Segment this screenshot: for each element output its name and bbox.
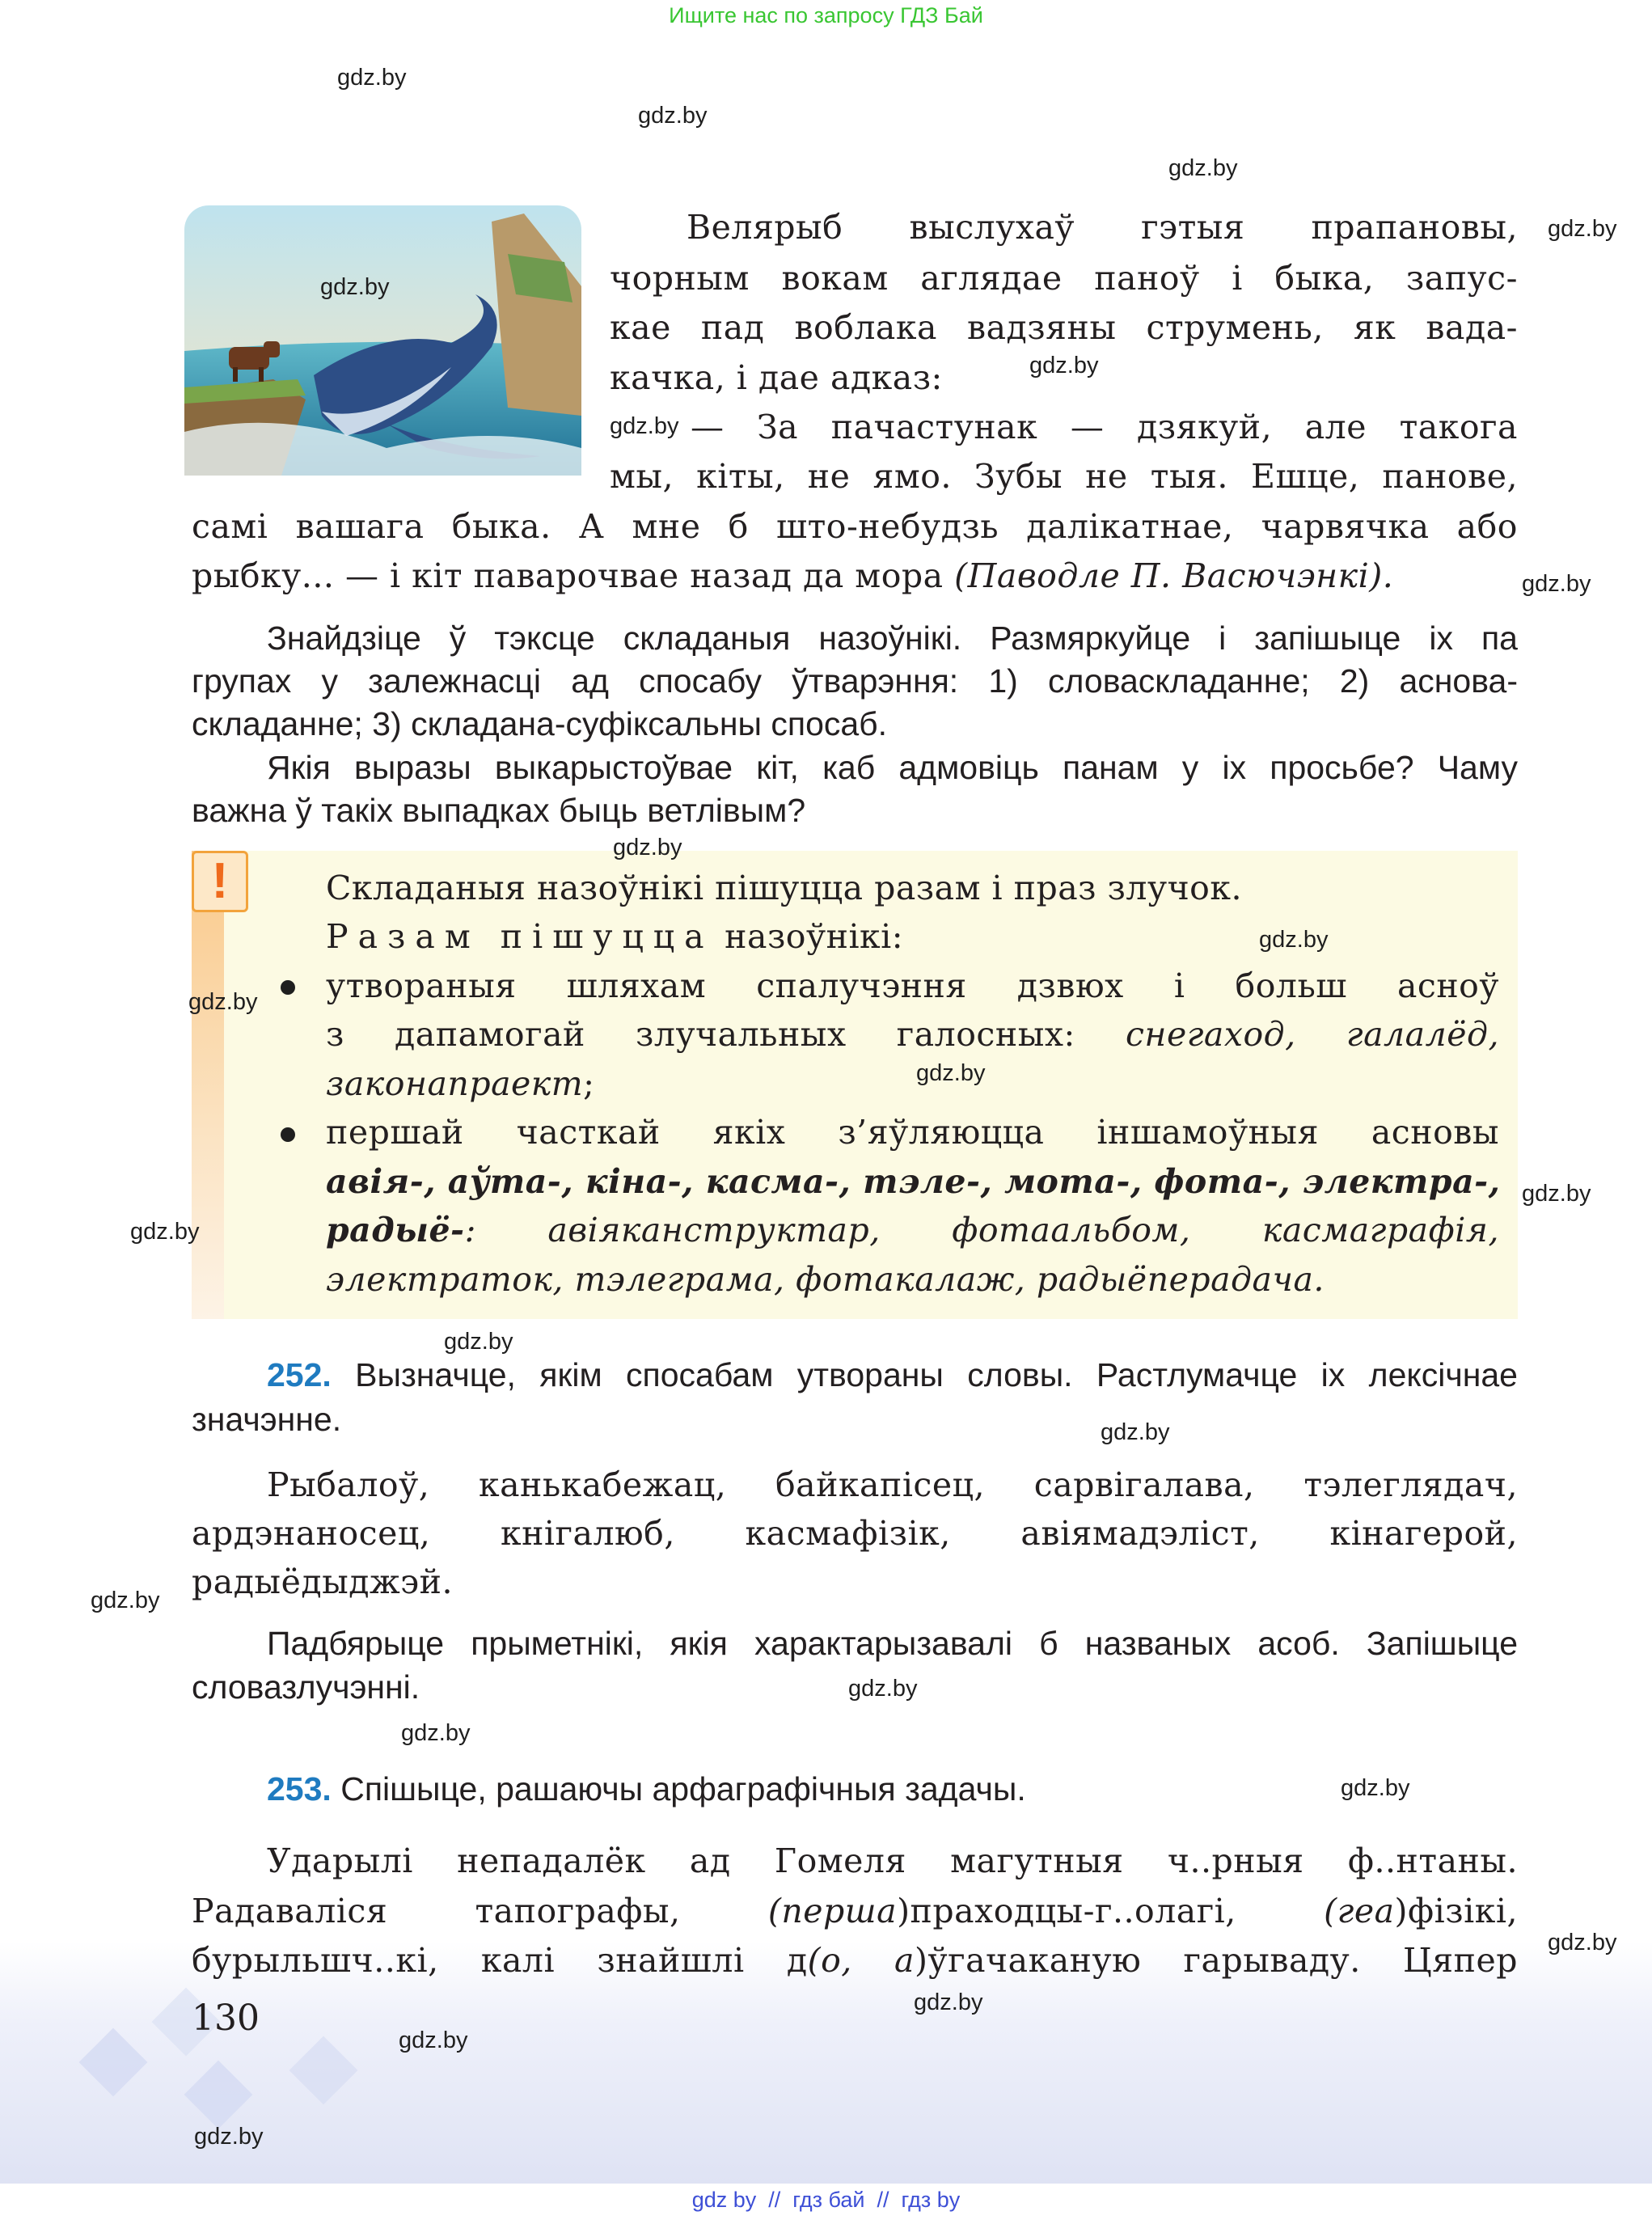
exercise-252-line [267, 1354, 1518, 1397]
watermark: gdz.by [1522, 571, 1591, 597]
watermark: gdz.by [401, 1720, 471, 1746]
rule-prefix: радыё- [326, 1211, 465, 1249]
t: Радаваліся тапографы, [192, 1892, 681, 1930]
exercise-253-text [192, 1887, 1518, 1936]
story-line: качка, і дае адказ: [610, 358, 943, 397]
watermark: gdz.by [320, 274, 390, 300]
t: (о, а [807, 1941, 915, 1980]
story-line [192, 552, 1518, 601]
watermark: gdz.by [194, 2124, 264, 2150]
rule-example: законапраект [326, 1064, 584, 1103]
story-source: (Паводле П. Васючэнкі). [954, 556, 1394, 595]
exercise-253-text: Ударылі непадалёк ад Гомеля магутныя ч..рныя ф..нтаны. [267, 1841, 1518, 1880]
rule-bullet-2-line [326, 1206, 1499, 1255]
watermark: gdz.by [130, 1219, 200, 1245]
story-line: самі вашага быка. А мне б што-небудзь далікатнае, чарвячка або [192, 507, 1518, 546]
rule-text: з дапамогай злучальных галосных: [326, 1015, 1075, 1054]
watermark: gdz.by [613, 835, 682, 860]
rule-bullet-2-line: электраток, тэлеграма, фотакалаж, радыёперадача. [326, 1260, 1325, 1299]
watermark: gdz.by [337, 65, 407, 91]
bullet-icon [281, 980, 295, 995]
rule-subtitle [326, 912, 1377, 962]
rule-bullet-1-line: утвораныя шляхам спалучэння дзвюх і больш асноў [326, 966, 1499, 1005]
rule-bullet-2-line: авія-, аўта-, кіна-, касма-, тэле-, мота-, фота-, электра-, [326, 1162, 1501, 1201]
exercise-number: 252. [267, 1356, 332, 1393]
rule-example: снегаход, галалёд, [1125, 1015, 1499, 1054]
task-line: Якія выразы выкарыстоўвае кіт, каб адмовіць панам у іх просьбе? Чаму [267, 749, 1518, 786]
exercise-253-text [192, 1936, 1518, 1985]
exercise-text: Спішыце, рашаючы арфаграфічныя задачы. [340, 1770, 1026, 1808]
watermark: gdz.by [188, 989, 258, 1015]
t: )фізікі, [1394, 1892, 1518, 1930]
footer-links[interactable]: gdz by // гдз бай // гдз by [691, 2188, 961, 2212]
exercise-252-task: словазлучэнні. [192, 1668, 420, 1706]
watermark: gdz.by [1548, 1930, 1617, 1956]
watermark: gdz.by [1522, 1181, 1591, 1207]
exercise-number: 253. [267, 1770, 332, 1808]
watermark: gdz.by [1029, 353, 1099, 378]
rule-subtitle-rest: назоўнікі: [725, 917, 904, 956]
task-line: складанне; 3) складана-суфіксальны спосаб. [192, 705, 888, 742]
t: бурыльшч..кі, калі знайшлі д [192, 1941, 808, 1980]
rule-bullet-1-line [326, 1059, 1499, 1109]
exclamation-icon: ! [192, 851, 248, 912]
top-banner-link[interactable]: Ищите нас по запросу ГДЗ Бай [669, 3, 983, 27]
watermark: gdz.by [444, 1329, 513, 1355]
whale-illustration [184, 205, 581, 476]
story-line: — За пачастунак — дзякуй, але такога [691, 408, 1518, 446]
story-line: мы, кіты, не ямо. Зубы не тыя. Ешце, панове, [610, 457, 1518, 496]
story-line: Велярыб выслухаў гэтыя прапановы, [687, 208, 1518, 247]
exercise-252-task: Падбярыце прыметнікі, якія характарызавалі б названых асоб. Запішыце [267, 1625, 1518, 1662]
exercise-252-words: ардэнаносец, кнігалюб, касмафізік, авіямадэліст, кінагерой, [192, 1514, 1518, 1553]
rule-title: Складаныя назоўнікі пішуцца разам і праз злучок. [326, 869, 1243, 907]
rule-bullet-1-line [326, 1010, 1499, 1059]
t: (перша [767, 1892, 898, 1930]
watermark: gdz.by [1101, 1419, 1170, 1445]
watermark: gdz.by [1259, 927, 1329, 953]
story-text: рыбку... — і кіт паварочвае назад да мора [192, 556, 944, 595]
t: (геа [1324, 1892, 1395, 1930]
task-line: важна ў такіх выпадках быць ветлівым? [192, 792, 806, 829]
t: )праходцы-г..олагі, [897, 1892, 1236, 1930]
rule-bullet-2-line: першай часткай якіх з’яўляюцца іншамоўныя асновы [326, 1113, 1499, 1152]
exercise-252-words: радыёдыджэй. [192, 1562, 453, 1601]
exercise-text: Вызначце, якім спосабам утвораны словы. Растлумачце іх лексічнае [355, 1356, 1518, 1393]
watermark: gdz.by [914, 1989, 983, 2015]
rule-subtitle-spaced: Разам пішуцца [326, 917, 714, 956]
watermark: gdz.by [1341, 1775, 1410, 1801]
story-line: кае пад воблака вадзяны струмень, як вада- [610, 308, 1518, 347]
task-line: Знайдзіце ў тэксце складаныя назоўнікі. Размяркуйце і запішыце іх па [267, 619, 1518, 657]
watermark: gdz.by [848, 1676, 918, 1702]
t: )ўгачаканую гарываду. Цяпер [915, 1941, 1518, 1980]
watermark: gdz.by [91, 1588, 160, 1613]
story-line: чорным вокам аглядае паноў і быка, запус- [610, 259, 1518, 298]
exercise-252-words: Рыбалоў, канькабежац, байкапісец, сарвігалава, тэлеглядач, [267, 1465, 1518, 1504]
rule-box-accent-bar [192, 851, 224, 1319]
exercise-252-line: значэнне. [192, 1401, 342, 1438]
watermark: gdz.by [1548, 216, 1617, 242]
rule-text: ; [583, 1064, 595, 1103]
watermark: gdz.by [610, 413, 679, 439]
rule-example: : авіяканструктар, фотаальбом, касмаграфія, [464, 1211, 1499, 1249]
watermark: gdz.by [916, 1060, 986, 1086]
page-number: 130 [192, 1998, 260, 2039]
bullet-icon [281, 1127, 295, 1142]
watermark: gdz.by [1168, 155, 1238, 181]
watermark: gdz.by [638, 103, 708, 129]
exercise-253-line [267, 1768, 1518, 1811]
task-line: групах у залежнасці ад спосабу ўтварэння: 1) словаскладанне; 2) аснова- [192, 662, 1518, 700]
watermark: gdz.by [399, 2027, 468, 2053]
